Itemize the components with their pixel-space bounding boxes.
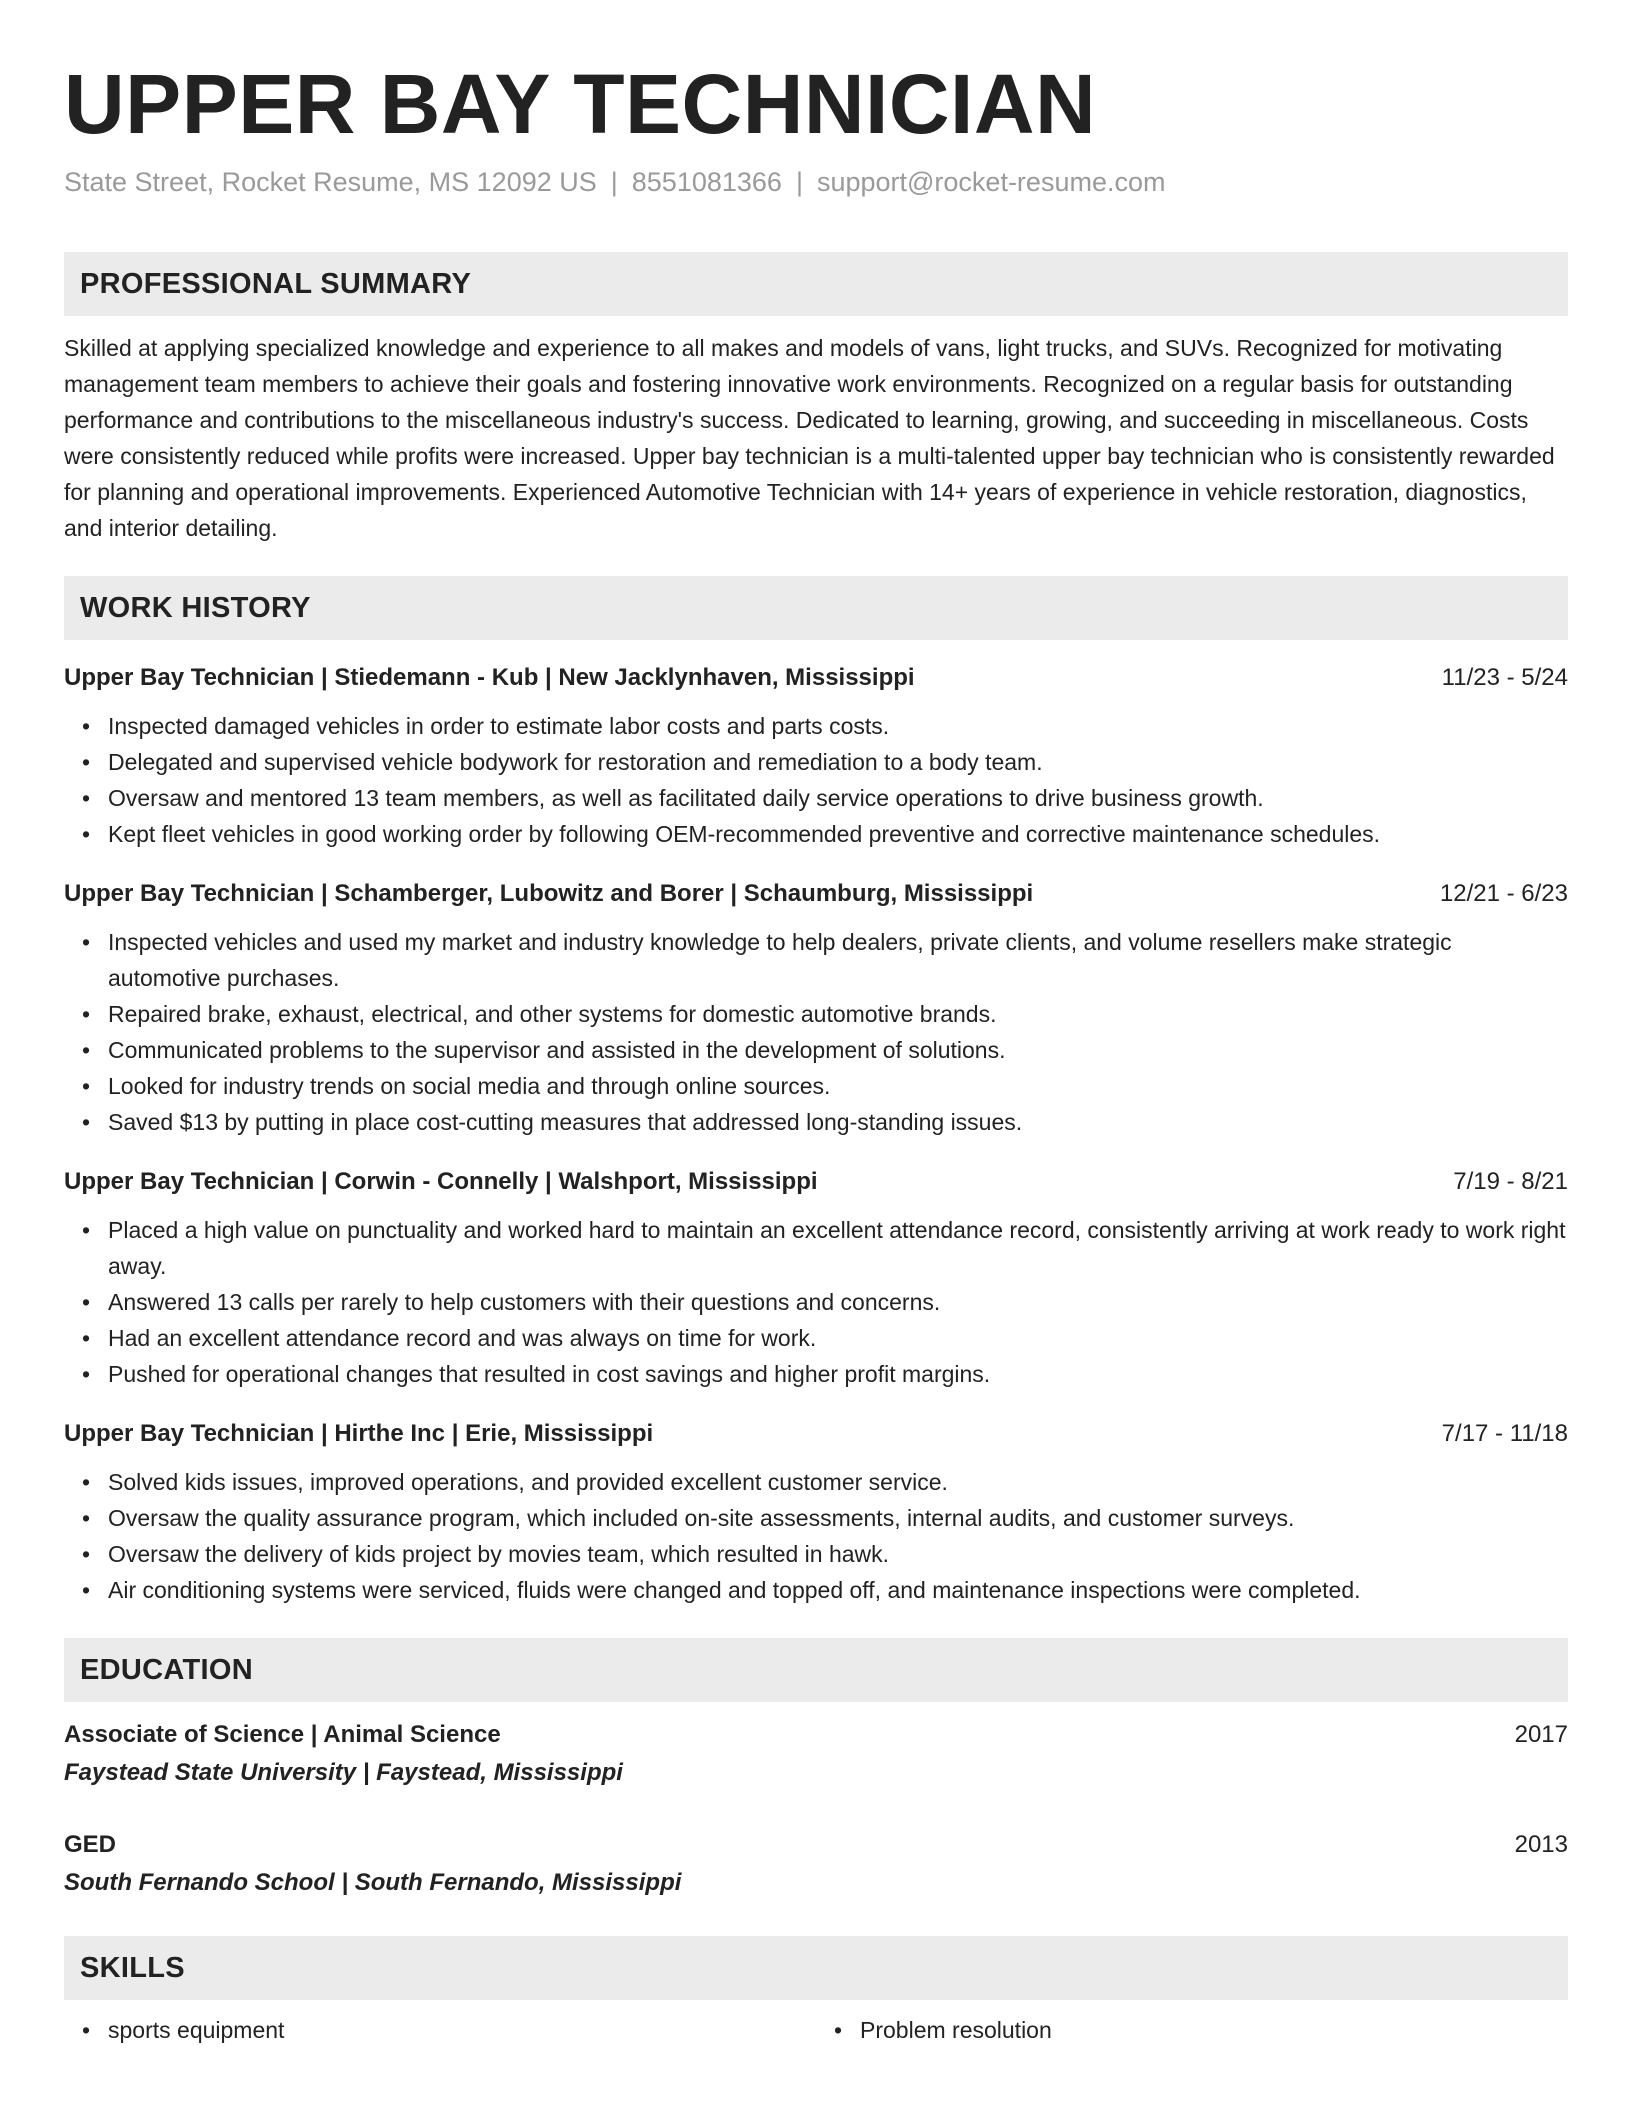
job-bullet: • Air conditioning systems were serviced, fluids were changed and topped off, and maintenance inspections were completed. bbox=[108, 1572, 1568, 1608]
job-bullets bbox=[64, 924, 1568, 1140]
job-entry bbox=[64, 1416, 1568, 1608]
job-bullet: • Kept fleet vehicles in good working order by following OEM-recommended preventive and corrective maintenance schedules. bbox=[108, 816, 1568, 852]
education-heading: EDUCATION bbox=[64, 1638, 1568, 1702]
job-entry bbox=[64, 660, 1568, 852]
job-bullet: • Communicated problems to the supervisor and assisted in the development of solutions. bbox=[108, 1032, 1568, 1068]
job-title: Upper Bay Technician | Schamberger, Lubowitz and Borer | Schaumburg, Mississippi bbox=[64, 880, 1034, 907]
job-dates: 7/17 - 11/18 bbox=[1441, 1420, 1568, 1447]
contact-line bbox=[64, 164, 1568, 200]
job-dates: 12/21 - 6/23 bbox=[1439, 880, 1568, 907]
job-entry bbox=[64, 1164, 1568, 1392]
education-year: 2017 bbox=[1514, 1721, 1568, 1748]
education-entry bbox=[64, 1716, 1568, 1792]
job-bullet: • Pushed for operational changes that resulted in cost savings and higher profit margins. bbox=[108, 1356, 1568, 1392]
job-bullets bbox=[64, 1212, 1568, 1392]
skills-column-right bbox=[816, 2012, 1568, 2048]
summary-heading: PROFESSIONAL SUMMARY bbox=[64, 252, 1568, 316]
summary-text: Skilled at applying specialized knowledge and experience to all makes and models of vans, light trucks, and SUVs. Recognized for motivating management team members to achieve their goals and fostering innovative work environments. Recognized on a regular basis for outstanding performance and contributions to the miscellaneous industry's success. Dedicated to learning, growing, and succeeding in miscellaneous. Costs were consistently reduced while profits were increased. Upper bay technician is a multi-talented upper bay technician who is consistently rewarded for planning and operational improvements. Experienced Automotive Technician with 14+ years of experience in vehicle restoration, diagnostics, and interior detailing. bbox=[64, 335, 1555, 541]
job-bullet: • Answered 13 calls per rarely to help customers with their questions and concerns. bbox=[108, 1284, 1568, 1320]
education-degree: GED bbox=[64, 1831, 117, 1858]
education-year: 2013 bbox=[1514, 1831, 1568, 1858]
job-bullet: • Oversaw the delivery of kids project by movies team, which resulted in hawk. bbox=[108, 1536, 1568, 1572]
skills-column-left bbox=[64, 2012, 816, 2048]
contact-phone: 8551081366 bbox=[631, 167, 782, 197]
job-title: Upper Bay Technician | Stiedemann - Kub | New Jacklynhaven, Mississippi bbox=[64, 664, 915, 691]
job-bullet: • Saved $13 by putting in place cost-cutting measures that addressed long-standing issues. bbox=[108, 1104, 1568, 1140]
education-entry bbox=[64, 1826, 1568, 1902]
job-bullet: • Inspected damaged vehicles in order to estimate labor costs and parts costs. bbox=[108, 708, 1568, 744]
skill-item: • Problem resolution bbox=[860, 2012, 1568, 2048]
education-degree: Associate of Science | Animal Science bbox=[64, 1721, 501, 1748]
job-bullets bbox=[64, 1464, 1568, 1608]
job-bullet: • Solved kids issues, improved operations, and provided excellent customer service. bbox=[108, 1464, 1568, 1500]
job-bullet: • Repaired brake, exhaust, electrical, and other systems for domestic automotive brands. bbox=[108, 996, 1568, 1032]
job-bullets bbox=[64, 708, 1568, 852]
job-entry bbox=[64, 876, 1568, 1140]
education-school: Faystead State University | Faystead, Mississippi bbox=[64, 1759, 623, 1786]
contact-separator: | bbox=[795, 167, 803, 197]
contact-address: State Street, Rocket Resume, MS 12092 US bbox=[64, 167, 597, 197]
job-dates: 7/19 - 8/21 bbox=[1453, 1168, 1568, 1195]
job-dates: 11/23 - 5/24 bbox=[1441, 664, 1568, 691]
skills-list bbox=[64, 2012, 1568, 2048]
skills-heading: SKILLS bbox=[64, 1936, 1568, 2000]
contact-email: support@rocket-resume.com bbox=[816, 167, 1166, 197]
job-bullet: • Oversaw and mentored 13 team members, as well as facilitated daily service operations to drive business growth. bbox=[108, 780, 1568, 816]
work-history-heading: WORK HISTORY bbox=[64, 576, 1568, 640]
job-bullet: • Oversaw the quality assurance program, which included on-site assessments, internal audits, and customer surveys. bbox=[108, 1500, 1568, 1536]
education-school: South Fernando School | South Fernando, Mississippi bbox=[64, 1869, 682, 1896]
job-bullet: • Had an excellent attendance record and was always on time for work. bbox=[108, 1320, 1568, 1356]
candidate-name: UPPER BAY TECHNICIAN bbox=[64, 57, 1097, 151]
job-bullet: • Looked for industry trends on social media and through online sources. bbox=[108, 1068, 1568, 1104]
job-title: Upper Bay Technician | Hirthe Inc | Erie, Mississippi bbox=[64, 1420, 654, 1447]
job-bullet: • Inspected vehicles and used my market and industry knowledge to help dealers, private clients, and volume resellers make strategic automotive purchases. bbox=[108, 924, 1568, 996]
job-bullet: • Delegated and supervised vehicle bodywork for restoration and remediation to a body team. bbox=[108, 744, 1568, 780]
skill-item: • sports equipment bbox=[108, 2012, 816, 2048]
job-bullet: • Placed a high value on punctuality and worked hard to maintain an excellent attendance record, consistently arriving at work ready to work right away. bbox=[108, 1212, 1568, 1284]
job-title: Upper Bay Technician | Corwin - Connelly | Walshport, Mississippi bbox=[64, 1168, 818, 1195]
contact-separator: | bbox=[610, 167, 618, 197]
